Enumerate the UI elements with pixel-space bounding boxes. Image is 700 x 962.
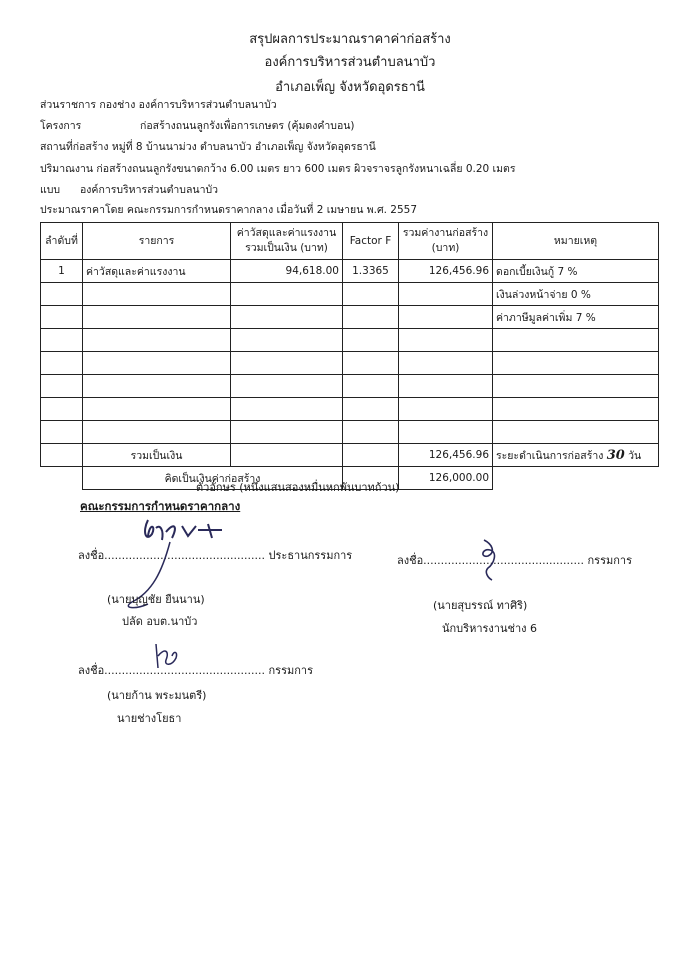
design-line — [40, 181, 218, 198]
total-row — [41, 444, 659, 467]
signature-line-member-1: ลงชื่อ.............................................. กรรมการ — [397, 554, 632, 567]
agency-line: ส่วนราชการ กองช่าง องค์การบริหารส่วนตำบลนาบัว — [40, 99, 277, 111]
row1-construction-total: 126,456.96 — [399, 260, 493, 283]
site-line: สถานที่ก่อสร้าง หมู่ที่ 8 บ้านนาม่วง ตำบลนาบัว อำเภอเพ็ญ จังหวัดอุดรธานี — [40, 141, 376, 153]
member-1-signature-icon — [470, 534, 510, 584]
amount-in-words: ตัวอักษร (หนึ่งแสนสองหมื่นหกพันบาทถ้วน) — [196, 481, 400, 494]
final-label: คิดเป็นเงินค่าก่อสร้าง — [83, 467, 343, 490]
table-row — [41, 352, 659, 375]
total-value: 126,456.96 — [399, 444, 493, 467]
row1-material-labor: 94,618.00 — [231, 260, 343, 283]
location-line: อำเภอเพ็ญ จังหวัดอุดรธานี — [275, 80, 425, 95]
row1-no: 1 — [41, 260, 83, 283]
row1-item: ค่าวัสดุและค่าแรงงาน — [83, 260, 231, 283]
member-2-name: (นายก้าน พระมนตรี) — [107, 689, 207, 702]
table-row — [41, 260, 659, 283]
header-no: ลำดับที่ — [41, 223, 83, 260]
estimated-by-line: ประมาณราคาโดย คณะกรรมการกำหนดราคากลาง เมื่อวันที่ 2 เมษายน พ.ศ. 2557 — [40, 204, 418, 216]
member-1-name: (นายสุบรรณ์ ทาศิริ) — [433, 599, 528, 612]
member-1-position: นักบริหารงานช่าง 6 — [442, 622, 537, 635]
chairman-name: (นายบุญชัย ยืนนาน) — [107, 593, 205, 606]
signature-line-chairman: ลงชื่อ.............................................. ประธานกรรมการ — [78, 549, 353, 562]
committee-title: คณะกรรมการกำหนดราคากลาง — [80, 499, 241, 513]
design-value: องค์การบริหารส่วนตำบลนาบัว — [80, 184, 219, 196]
project-line — [40, 117, 355, 134]
remark-vat: ค่าภาษีมูลค่าเพิ่ม 7 % — [493, 306, 659, 329]
estimate-table — [40, 222, 659, 490]
table-row — [41, 398, 659, 421]
header-factor: Factor F — [343, 223, 399, 260]
row1-factor: 1.3365 — [343, 260, 399, 283]
header-material-labor: ค่าวัสดุและค่าแรงงาน รวมเป็นเงิน (บาท) — [231, 223, 343, 260]
member-2-signature-icon — [148, 640, 188, 674]
row1-remark: ดอกเบี้ยเงินกู้ 7 % — [493, 260, 659, 283]
duration-cell — [493, 444, 659, 467]
total-label: รวมเป็นเงิน — [83, 444, 231, 467]
table-row — [41, 283, 659, 306]
header-construction-total: รวมค่างานก่อสร้าง (บาท) — [399, 223, 493, 260]
table-row — [41, 375, 659, 398]
header-remark: หมายเหตุ — [493, 223, 659, 260]
table-row — [41, 306, 659, 329]
duration-days: 30 — [606, 447, 625, 463]
duration-text: ระยะดำเนินการก่อสร้าง — [496, 449, 604, 462]
design-label: แบบ — [40, 184, 61, 196]
final-value: 126,000.00 — [399, 467, 493, 490]
table-header-row — [41, 223, 659, 260]
project-label: โครงการ — [40, 120, 82, 132]
signature-line-member-2: ลงชื่อ.............................................. กรรมการ — [78, 664, 313, 677]
project-name: ก่อสร้างถนนลูกรังเพื่อการเกษตร (คุ้มดงคำบอน) — [140, 120, 355, 132]
duration-unit: วัน — [628, 449, 642, 462]
chairman-position: ปลัด อบต.นาบัว — [122, 615, 198, 628]
table-row — [41, 421, 659, 444]
quantity-line: ปริมาณงาน ก่อสร้างถนนลูกรังขนาดกว้าง 6.00 เมตร ยาว 600 เมตร ผิวจราจรลูกรังหนาเฉลี่ย 0.20 เมตร — [40, 163, 516, 175]
remark-advance-payment: เงินล่วงหน้าจ่าย 0 % — [493, 283, 659, 306]
header-item: รายการ — [83, 223, 231, 260]
document-title: สรุปผลการประมาณราคาค่าก่อสร้าง — [249, 32, 451, 47]
table-row — [41, 329, 659, 352]
organization-name: องค์การบริหารส่วนตำบลนาบัว — [264, 55, 436, 70]
member-2-position: นายช่างโยธา — [117, 712, 182, 725]
